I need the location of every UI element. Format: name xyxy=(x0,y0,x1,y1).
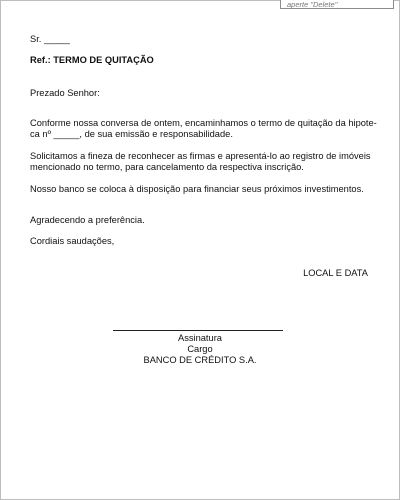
signature-label: Assinatura xyxy=(178,333,222,343)
paragraph-1-line-2: ca nº _____, de sua emissão e responsabilidade. xyxy=(30,129,233,139)
signature-rule xyxy=(113,330,283,331)
paragraph-1 xyxy=(30,118,377,140)
paragraph-2 xyxy=(30,151,370,173)
paragraph-2-line-1: Solicitamos a fineza de reconhecer as firmas e apresentá-lo ao registro de imóveis xyxy=(30,151,371,161)
signature-company: BANCO DE CRÉDITO S.A. xyxy=(143,355,257,365)
greeting-line: Prezado Senhor: xyxy=(30,88,100,98)
recipient-line: Sr. _____ xyxy=(30,34,70,44)
paragraph-1-line-1: Conforme nossa conversa de ontem, encaminhamos o termo de quitação da hipote- xyxy=(30,118,377,128)
signature-role: Cargo xyxy=(187,344,213,354)
paragraph-3: Nosso banco se coloca à disposição para financiar seus próximos investimentos. xyxy=(30,184,364,194)
thanks-line: Agradecendo a preferência. xyxy=(30,215,145,225)
paragraph-2-line-2: mencionado no termo, para cancelamento da respectiva inscrição. xyxy=(30,162,304,172)
reference-line: Ref.: TERMO DE QUITAÇÃO xyxy=(30,55,154,65)
delete-hint-box: aperte "Delete" xyxy=(280,0,394,9)
place-date: LOCAL E DATA xyxy=(303,268,368,278)
closing-line: Cordiais saudações, xyxy=(30,236,115,246)
